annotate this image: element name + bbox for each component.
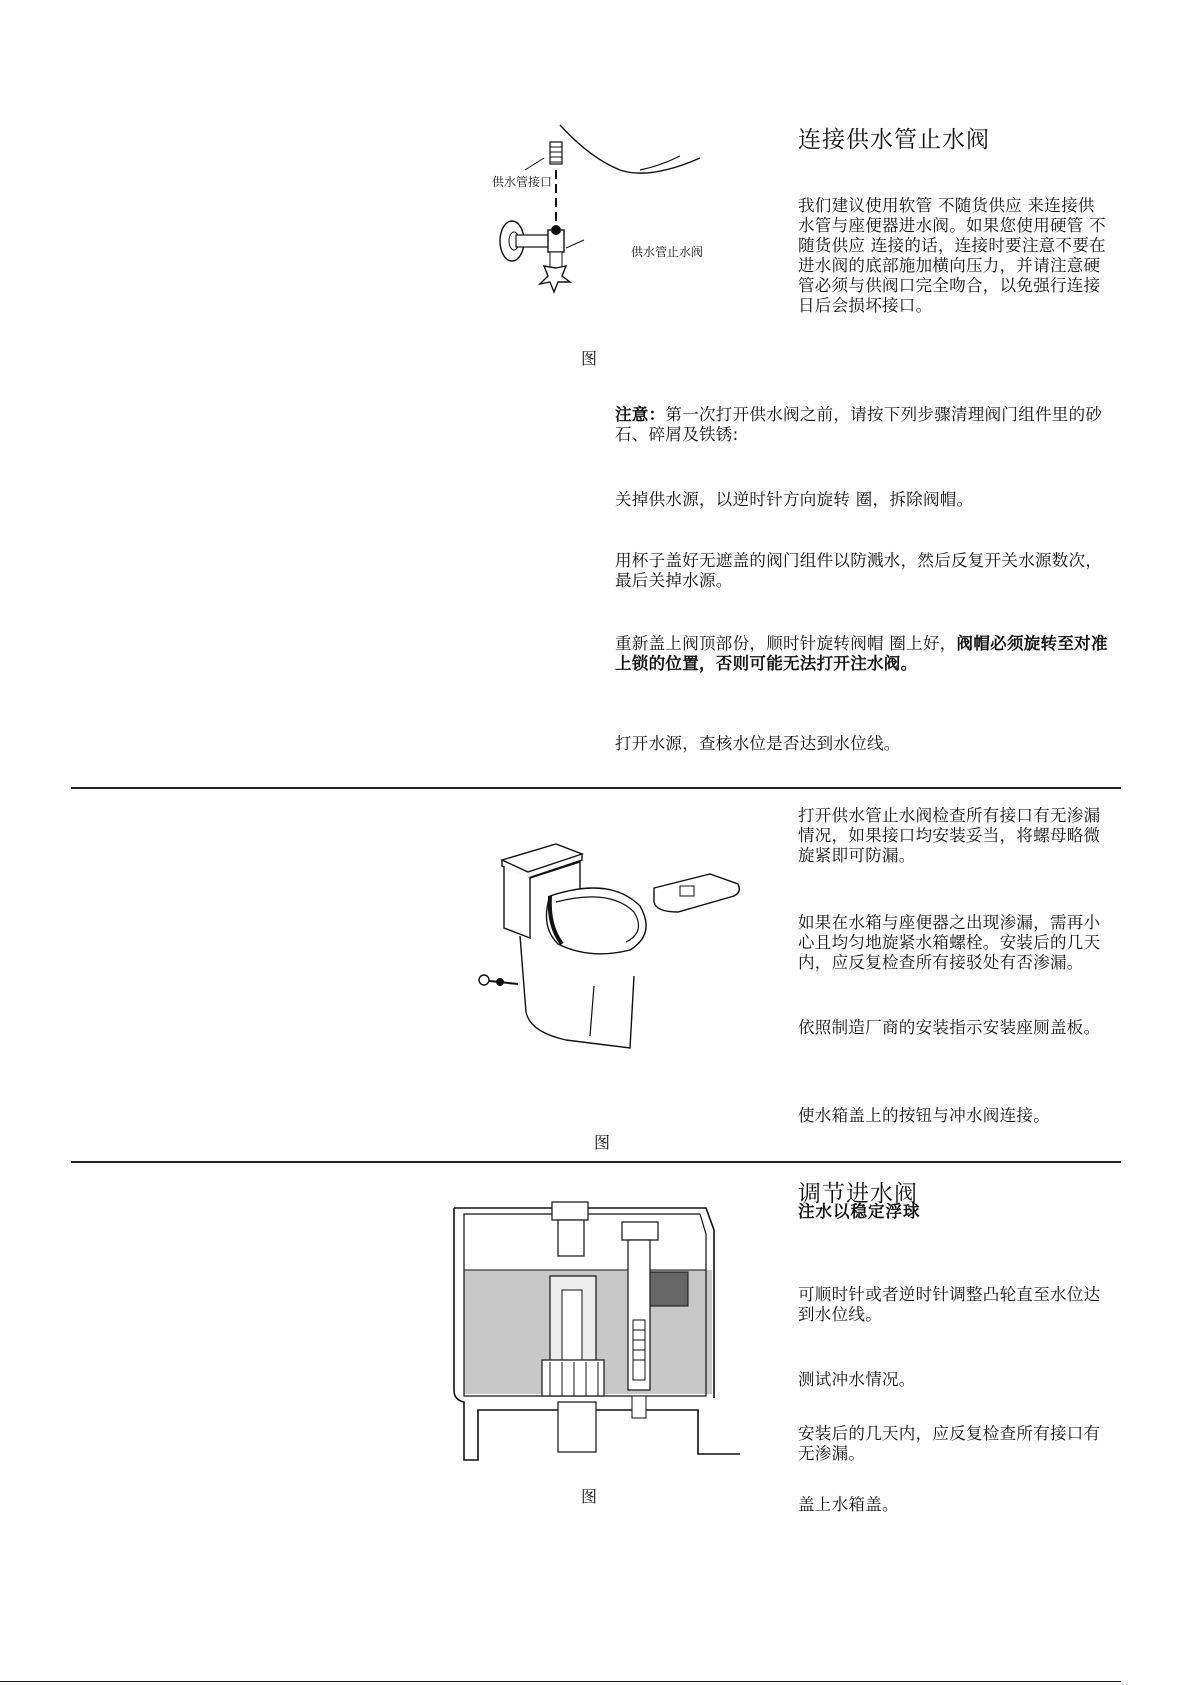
section2-p3: 依照制造厂商的安装指示安装座厕盖板。 [798,1018,1101,1037]
label-valve: 供水管止水阀 [631,245,704,259]
tank-cross-section-diagram [450,1190,740,1465]
section3-p4: 盖上水箱盖。 [798,1495,899,1514]
section1-title: 连接供水管止水阀 [798,127,990,153]
toilet-assembly-diagram [470,836,770,1076]
step-2: 用杯子盖好无遮盖的阀门组件以防溅水，然后反复开关水源数次，最后关掉水源。 [615,551,1103,590]
note-prefix: 注意： [615,405,666,424]
section1-body: 我们建议使用软管 不随货供应 来连接供水管与座便器进水阀。如果您使用硬管 不随货供应 连接的话，连接时要注意不要在进水阀的底部施加横向压力，并请注意硬管必须与供阀口完全吻合，以免强行连接日后会损坏接口。 [798,196,1106,315]
figure-caption-3: 图 [581,1487,598,1506]
section3-p1: 可顺时针或者逆时针调整凸轮直至水位达到水位线。 [798,1285,1101,1324]
step-3-plain: 重新盖上阀顶部份，顺时针旋转阀帽 圈上好， [615,634,957,653]
step-1: 关掉供水源，以逆时针方向旋转 圈，拆除阀帽。 [615,490,974,509]
footer-divider [0,1681,1121,1682]
label-inlet: 供水管接口 [492,175,553,189]
figure-caption-2: 图 [594,1133,611,1152]
supply-valve-diagram [470,118,700,318]
section3-p3: 安装后的几天内，应反复检查所有接口有无渗漏。 [798,1424,1101,1463]
divider-1 [71,787,1121,789]
section2-p2: 如果在水箱与座便器之出现渗漏，需再小心且均匀地旋紧水箱螺栓。安装后的几天内，应反复检查所有接驳处有否渗漏。 [798,913,1101,972]
step-3-bold: 阀帽必须旋转至对准上锁的位置，否则可能无法打开注水阀。 [615,634,1108,673]
step-3 [615,634,1115,674]
figure-caption-1: 图 [581,349,598,368]
note-text: 第一次打开供水阀之前，请按下列步骤清理阀门组件里的砂石、碎屑及铁锈: [615,405,1103,444]
section3-title: 调节进水阀 [798,1181,918,1207]
divider-2 [71,1161,1121,1163]
section2-p1: 打开供水管止水阀检查所有接口有无渗漏情况，如果接口均安装妥当，将螺母略微旋紧即可防漏。 [798,806,1101,865]
step-4: 打开水源，查核水位是否达到水位线。 [615,734,901,753]
note [615,405,1115,445]
section3-p2: 测试冲水情况。 [798,1370,916,1389]
section3-subtitle: 注水以稳定浮球 [798,1202,921,1221]
section2-p4: 使水箱盖上的按钮与冲水阀连接。 [798,1106,1050,1125]
